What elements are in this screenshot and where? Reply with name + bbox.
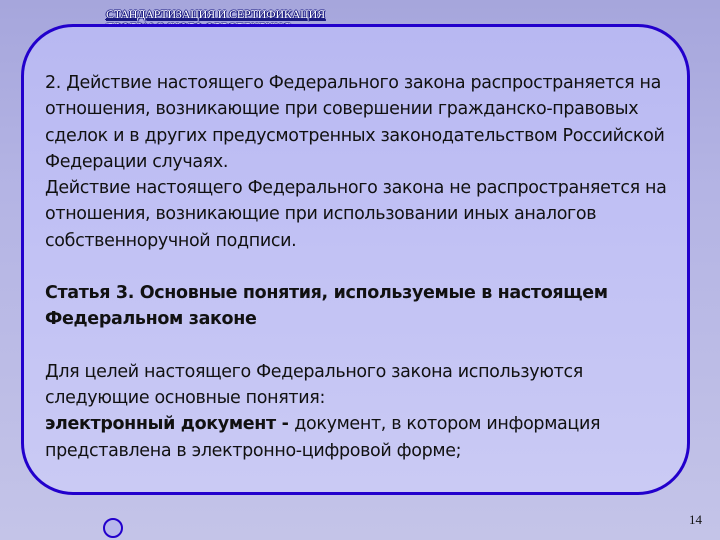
text-line: представлена в электронно-цифровой форме; bbox=[45, 440, 462, 461]
navigation-circle-icon[interactable] bbox=[103, 518, 123, 538]
paragraph-gap bbox=[45, 254, 685, 280]
definition-text: документ, в котором информация bbox=[294, 414, 601, 435]
text-line: собственноручной подписи. bbox=[45, 230, 297, 251]
defined-term: электронный документ bbox=[45, 414, 276, 435]
term-separator: - bbox=[275, 414, 295, 435]
header-line-1: СТАНДАРТИЗАЦИЯ И СЕРТИФИКАЦИЯ bbox=[106, 7, 325, 21]
text-line: отношения, возникающие при использовании иных аналогов bbox=[45, 204, 597, 225]
paragraph-gap bbox=[45, 333, 685, 359]
text-line: сделок и в других предусмотренных законодательством Российской bbox=[45, 125, 665, 146]
text-line: отношения, возникающие при совершении гражданско-правовых bbox=[45, 99, 639, 120]
text-line: следующие основные понятия: bbox=[45, 387, 325, 408]
article-heading: Статья 3. Основные понятия, используемые в настоящем bbox=[45, 283, 608, 304]
page-number: 14 bbox=[689, 512, 702, 527]
text-line: Федерации случаях. bbox=[45, 151, 229, 172]
article-heading-cont: Федеральном законе bbox=[45, 309, 257, 330]
text-line: Действие настоящего Федерального закона не распространяется на bbox=[45, 178, 667, 199]
definition-line bbox=[45, 411, 685, 437]
text-line: 2. Действие настоящего Федерального закона распространяется на bbox=[45, 73, 661, 93]
text-line: Для целей настоящего Федерального закона используются bbox=[45, 361, 583, 382]
slide-content bbox=[45, 70, 685, 464]
